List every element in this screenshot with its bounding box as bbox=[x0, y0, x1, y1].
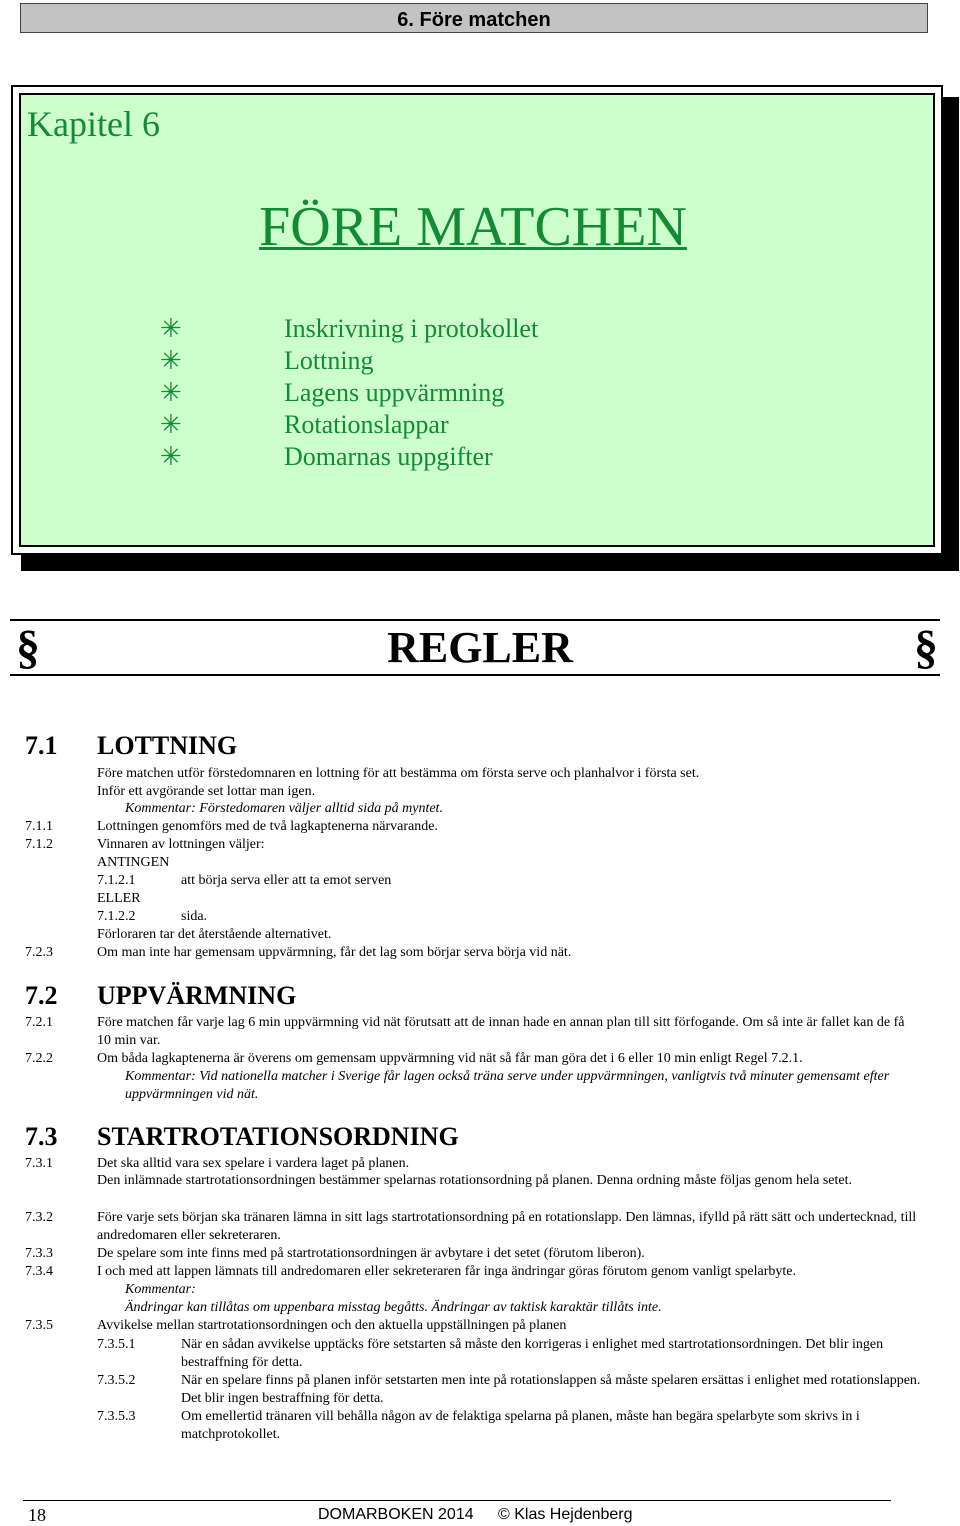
rule-number: 7.3.2 bbox=[25, 1210, 53, 1225]
rule-number: 7.1.2 bbox=[25, 837, 53, 852]
page-number: 18 bbox=[28, 1505, 46, 1525]
page-header bbox=[20, 3, 928, 33]
section-sign-icon: § bbox=[16, 621, 40, 674]
rule-text: sida. bbox=[181, 909, 208, 924]
rule-text: I och med att lappen lämnats till andredomaren eller sekreteraren får inga ändringar göras förutom genom vanligt spelarbyte. bbox=[97, 1264, 796, 1279]
footer-rule bbox=[23, 1500, 891, 1501]
section-sign-icon: § bbox=[914, 621, 938, 674]
rule-number: 7.2.3 bbox=[25, 945, 53, 960]
topic-item bbox=[160, 345, 374, 377]
rule-number: 7.1.2.1 bbox=[97, 873, 136, 888]
regler-title: REGLER bbox=[387, 623, 573, 672]
topic-item bbox=[160, 409, 449, 441]
section-title: UPPVÄRMNING bbox=[97, 981, 297, 1010]
rule-number: 7.3.5.3 bbox=[97, 1409, 136, 1424]
rule-number: 7.1.2.2 bbox=[97, 909, 136, 924]
topic-label: Domarnas uppgifter bbox=[284, 442, 493, 471]
comment-text: Kommentar: Vid nationella matcher i Sverige får lagen också träna serve under uppvärmningen, vanligtvis två minuter gemensamt efter uppvärmningen vid nät. bbox=[125, 1069, 890, 1102]
rule-text: När en spelare finns på planen inför setstarten men inte på rotationslappen så måste spelaren ersättas i enlighet med rotationslappen. Det blir ingen bestraffning för detta. bbox=[181, 1373, 921, 1406]
rule-text: Inför ett avgörande set lottar man igen. bbox=[97, 784, 316, 799]
rule-number: 7.3.5.2 bbox=[97, 1373, 136, 1388]
rule-text: Avvikelse mellan startrotationsordningen och den aktuella uppställningen på planen bbox=[97, 1318, 567, 1333]
asterisk-icon: ✳ bbox=[160, 314, 182, 343]
topic-item bbox=[160, 377, 504, 409]
section-number: 7.3 bbox=[25, 1122, 58, 1151]
rule-text: Lottningen genomförs med de två lagkaptenerna närvarande. bbox=[97, 819, 438, 834]
rule-text: Den inlämnade startrotationsordningen bestämmer spelarnas rotationsordning på planen. Denna ordning måste följas genom hela setet. bbox=[97, 1173, 853, 1188]
rule-number: 7.3.5 bbox=[25, 1318, 53, 1333]
chapter-title: FÖRE MATCHEN bbox=[259, 196, 687, 258]
section-number: 7.2 bbox=[25, 981, 58, 1010]
topic-label: Lottning bbox=[284, 346, 374, 375]
rule-text: att börja serva eller att ta emot serven bbox=[181, 873, 392, 888]
rule-number: 7.2.2 bbox=[25, 1051, 53, 1066]
rule-text: Förloraren tar det återstående alternativet. bbox=[97, 927, 332, 942]
rule-number: 7.3.5.1 bbox=[97, 1337, 136, 1352]
rule-number: 7.3.4 bbox=[25, 1264, 53, 1279]
rule-number: 7.2.1 bbox=[25, 1015, 53, 1030]
rule-text: Före varje sets början ska tränaren lämna in sitt lags startrotationsordning på en rotationslapp. Den lämnas, ifylld på rätt sätt och undertecknad, till andredomaren eller sekreteraren. bbox=[97, 1210, 917, 1243]
rule-text: ANTINGEN bbox=[97, 855, 170, 870]
section-number: 7.1 bbox=[25, 731, 58, 760]
topic-label: Rotationslappar bbox=[284, 410, 449, 439]
footer-book-title: DOMARBOKEN 2014 bbox=[318, 1506, 474, 1523]
rule-text: När en sådan avvikelse upptäcks före setstarten så måste den korrigeras i enlighet med startrotationsordningen. Det blir ingen bestraffning för detta. bbox=[181, 1337, 884, 1370]
rule-text: De spelare som inte finns med på startrotationsordningen är avbytare i det setet (förutom liberon). bbox=[97, 1246, 645, 1261]
rule-text: Före matchen får varje lag 6 min uppvärmning vid nät förutsatt att de innan hade en annan plan till sitt förfogande. Om så inte är fallet kan de få 10 min var. bbox=[97, 1015, 905, 1048]
asterisk-icon: ✳ bbox=[160, 442, 182, 471]
section-title: STARTROTATIONSORDNING bbox=[97, 1122, 459, 1151]
asterisk-icon: ✳ bbox=[160, 378, 182, 407]
comment-text: Kommentar: Förstedomaren väljer alltid sida på myntet. bbox=[125, 801, 443, 816]
topic-item bbox=[160, 441, 493, 473]
comment-label: Kommentar: bbox=[125, 1282, 196, 1297]
rule-number: 7.3.1 bbox=[25, 1156, 53, 1171]
asterisk-icon: ✳ bbox=[160, 346, 182, 375]
rule-text: Före matchen utför förstedomnaren en lottning för att bestämma om första serve och planhalvor i första set. bbox=[97, 766, 700, 781]
rule-text: Om man inte har gemensam uppvärmning, får det lag som börjar serva börja vid nät. bbox=[97, 945, 572, 960]
rule-text: Vinnaren av lottningen väljer: bbox=[97, 837, 265, 852]
comment-text: Ändringar kan tillåtas om uppenbara misstag begåtts. Ändringar av taktisk karaktär tillåts inte. bbox=[125, 1300, 662, 1315]
rule-number: 7.1.1 bbox=[25, 819, 53, 834]
header-title: 6. Före matchen bbox=[397, 9, 551, 31]
rule-number: 7.3.3 bbox=[25, 1246, 53, 1261]
topic-label: Inskrivning i protokollet bbox=[284, 314, 539, 343]
rule-text: Det ska alltid vara sex spelare i vardera laget på planen. bbox=[97, 1156, 410, 1171]
topic-item bbox=[160, 313, 538, 345]
topic-label: Lagens uppvärmning bbox=[284, 378, 505, 407]
asterisk-icon: ✳ bbox=[160, 410, 182, 439]
section-title: LOTTNING bbox=[97, 731, 238, 760]
rule-text: Om emellertid tränaren vill behålla någon av de felaktiga spelarna på planen, måste han begära spelarbyte som skrivs in i matchprotokollet. bbox=[181, 1409, 860, 1442]
rule-text: Om båda lagkaptenerna är överens om gemensam uppvärmning vid nät så får man göra det i 6 eller 10 min enligt Regel 7.2.1. bbox=[97, 1051, 803, 1066]
chapter-label: Kapitel 6 bbox=[27, 104, 160, 144]
footer-copyright: © Klas Hejdenberg bbox=[498, 1506, 633, 1523]
regler-top-rule bbox=[10, 619, 940, 621]
rule-text: ELLER bbox=[97, 891, 141, 906]
regler-bottom-rule bbox=[10, 674, 940, 676]
